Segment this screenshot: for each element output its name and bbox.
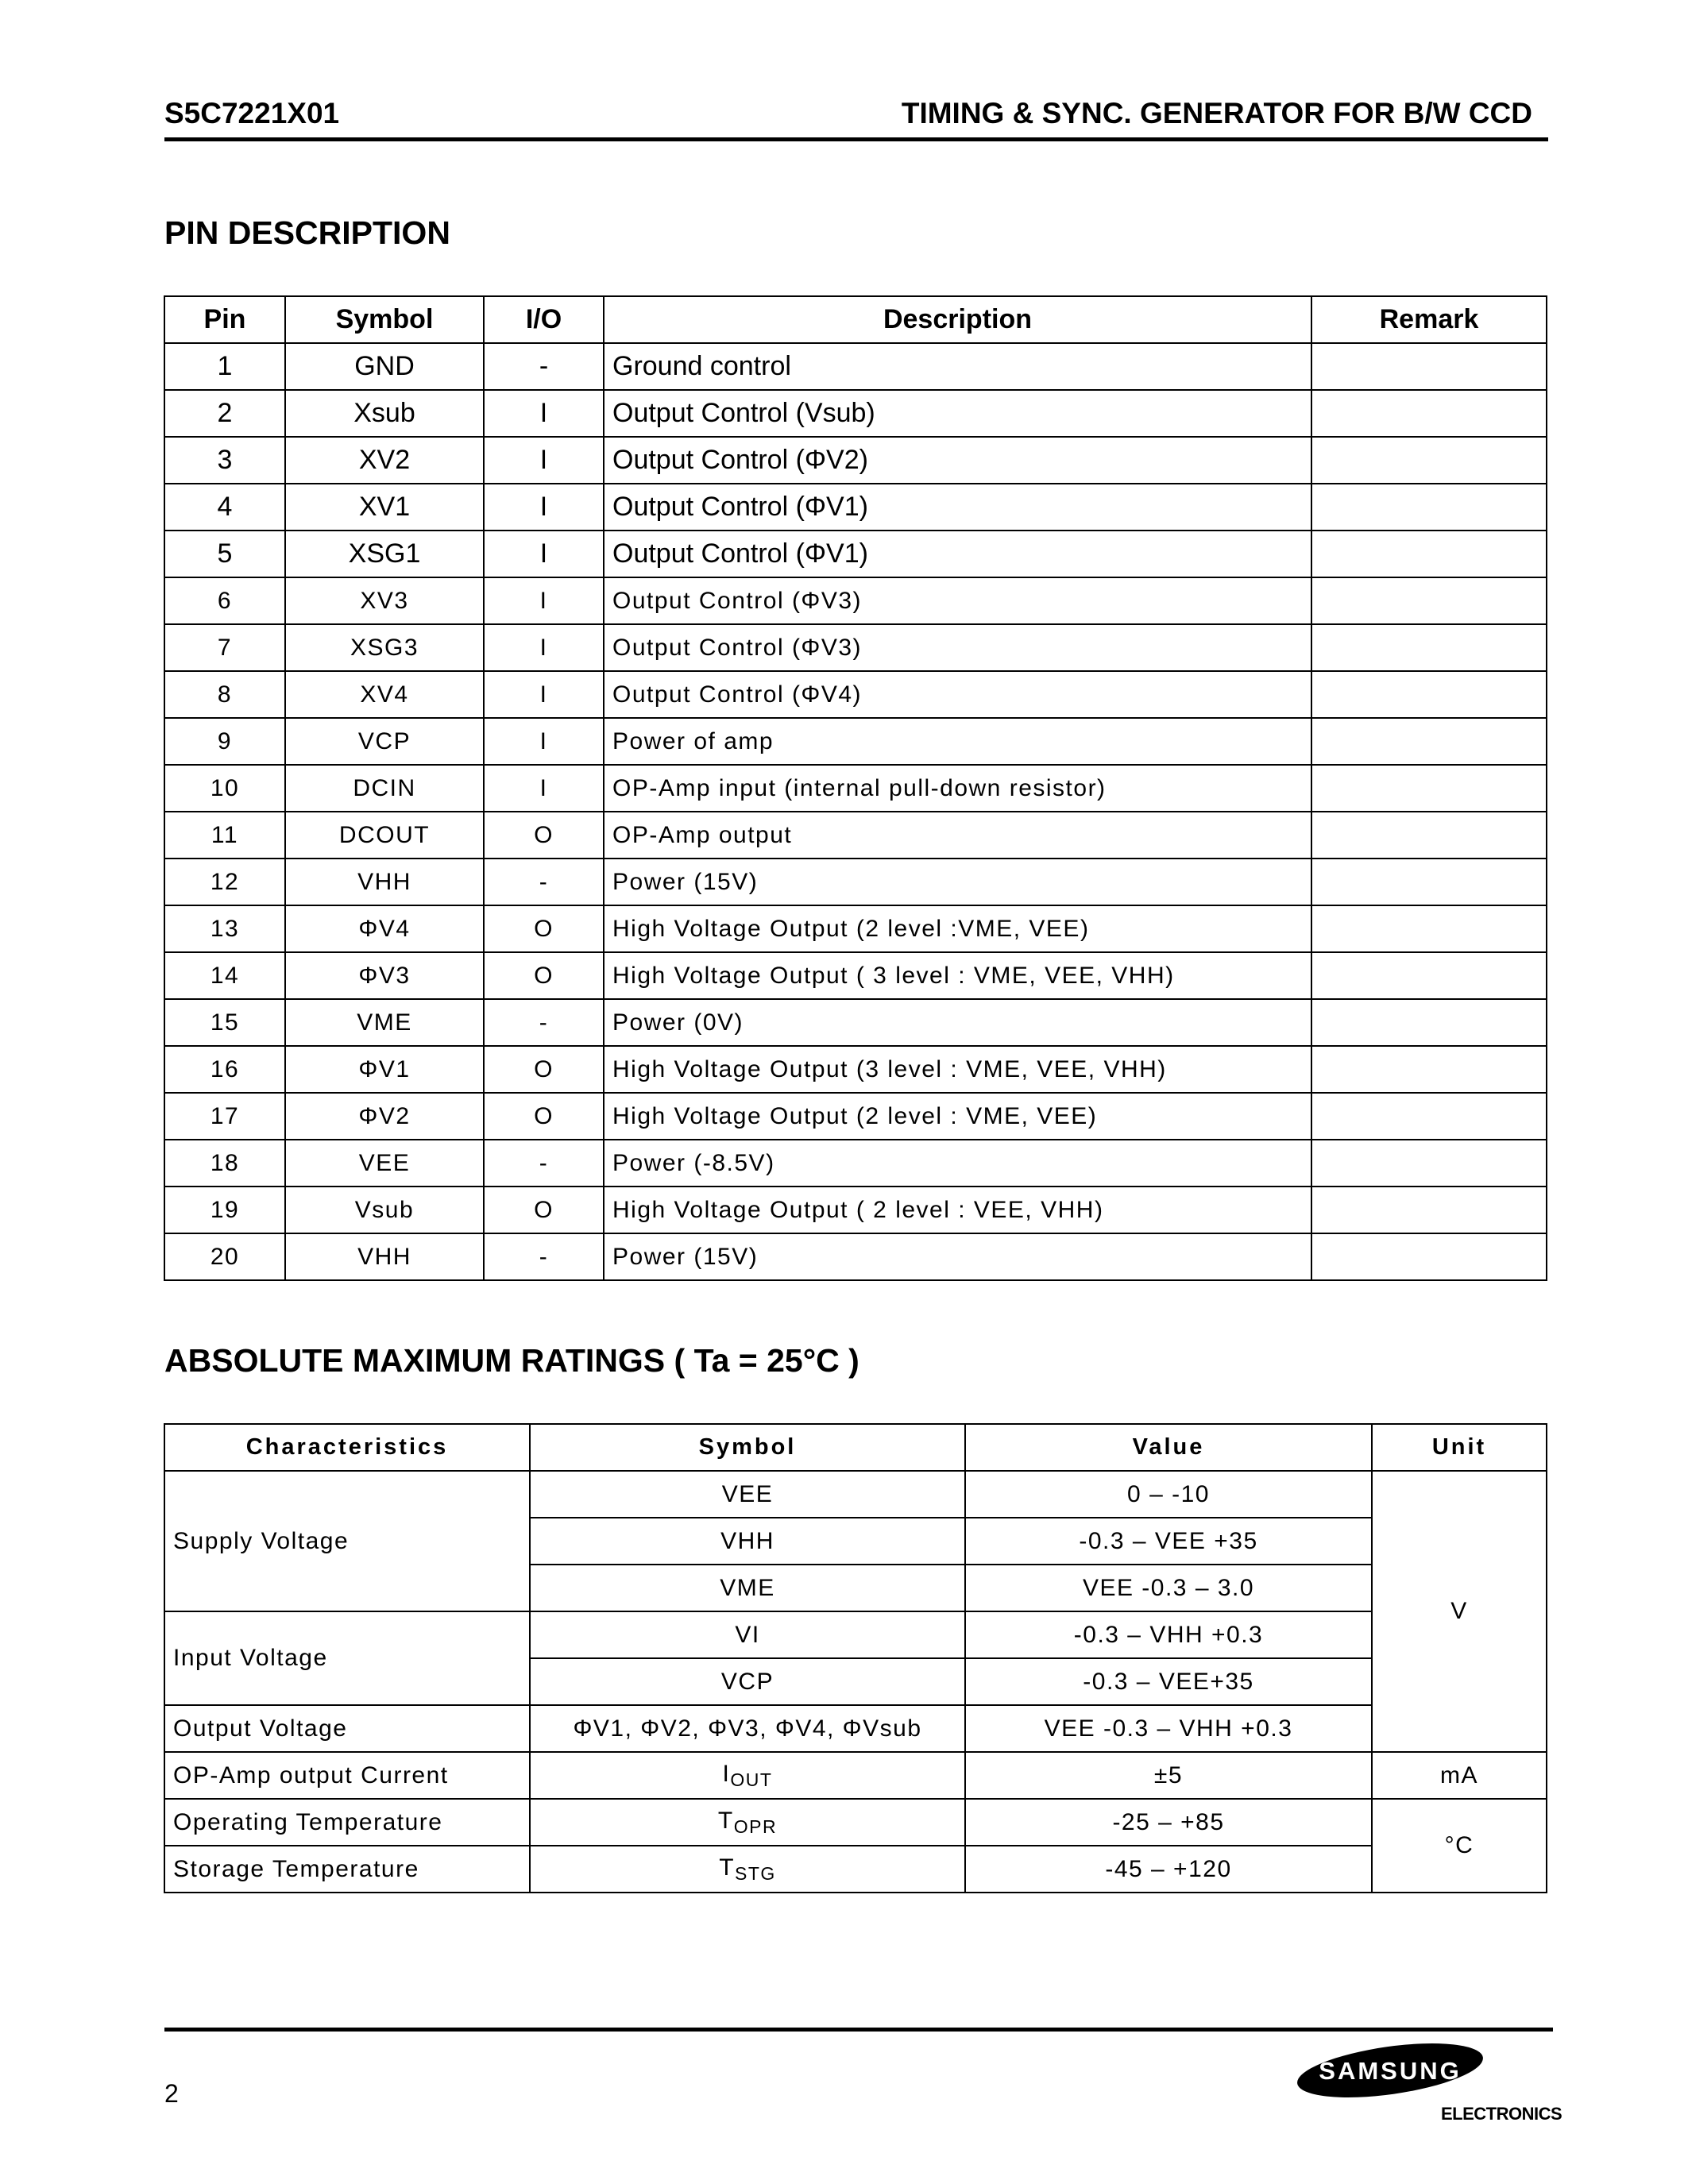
characteristic-cell: Output Voltage (164, 1705, 530, 1752)
io-cell: - (484, 859, 604, 905)
pin-cell: 7 (164, 624, 285, 671)
remark-cell (1311, 1093, 1547, 1140)
io-cell: I (484, 390, 604, 437)
pin-description-table (164, 295, 1547, 1281)
col-header-description: Description (604, 296, 1311, 343)
description-cell: OP-Amp input (internal pull-down resistor) (604, 765, 1311, 812)
remark-cell (1311, 812, 1547, 859)
value-cell: 0 – -10 (965, 1471, 1372, 1518)
col-header-symbol: Symbol (285, 296, 484, 343)
symbol-cell: XSG3 (285, 624, 484, 671)
pin-cell: 13 (164, 905, 285, 952)
remark-cell (1311, 671, 1547, 718)
io-cell: - (484, 999, 604, 1046)
symbol-cell: VHH (285, 859, 484, 905)
io-cell: - (484, 343, 604, 390)
table-row (164, 343, 1547, 390)
symbol-cell: VHH (285, 1233, 484, 1280)
samsung-logo (1291, 2037, 1489, 2101)
remark-cell (1311, 1140, 1547, 1187)
symbol-cell: XV4 (285, 671, 484, 718)
col-header-value: Value (965, 1424, 1372, 1471)
description-cell: Power (-8.5V) (604, 1140, 1311, 1187)
table-row (164, 1471, 1547, 1518)
symbol-cell: ΦV1 (285, 1046, 484, 1093)
pin-cell: 20 (164, 1233, 285, 1280)
characteristic-cell: Input Voltage (164, 1611, 530, 1705)
symbol-subscript: OPR (733, 1815, 778, 1837)
io-cell: O (484, 1046, 604, 1093)
value-cell: ±5 (965, 1752, 1372, 1799)
value-cell: -45 – +120 (965, 1846, 1372, 1893)
description-cell: High Voltage Output (2 level : VME, VEE) (604, 1093, 1311, 1140)
header-rule (164, 137, 1548, 141)
col-header-characteristics: Characteristics (164, 1424, 530, 1471)
table-row (164, 1093, 1547, 1140)
remark-cell (1311, 484, 1547, 531)
value-cell: VEE -0.3 – VHH +0.3 (965, 1705, 1372, 1752)
value-cell: -0.3 – VEE+35 (965, 1658, 1372, 1705)
pin-cell: 1 (164, 343, 285, 390)
remark-cell (1311, 1046, 1547, 1093)
io-cell: I (484, 624, 604, 671)
col-header-symbol: Symbol (530, 1424, 965, 1471)
remark-cell (1311, 390, 1547, 437)
io-cell: I (484, 484, 604, 531)
col-header-io: I/O (484, 296, 604, 343)
characteristic-cell: Storage Temperature (164, 1846, 530, 1893)
symbol-cell: VEE (285, 1140, 484, 1187)
pin-cell: 11 (164, 812, 285, 859)
symbol-subscript: STG (735, 1862, 776, 1884)
col-header-unit: Unit (1372, 1424, 1547, 1471)
remark-cell (1311, 765, 1547, 812)
description-cell: Power (15V) (604, 1233, 1311, 1280)
description-cell: High Voltage Output ( 2 level : VEE, VHH) (604, 1187, 1311, 1233)
page-number: 2 (164, 2079, 179, 2108)
remark-cell (1311, 718, 1547, 765)
table-row (164, 1140, 1547, 1187)
symbol-cell: Xsub (285, 390, 484, 437)
io-cell: O (484, 1093, 604, 1140)
symbol-cell: VME (530, 1565, 965, 1611)
symbol-cell: ΦV4 (285, 905, 484, 952)
pin-cell: 3 (164, 437, 285, 484)
description-cell: Ground control (604, 343, 1311, 390)
io-cell: O (484, 1187, 604, 1233)
table-row (164, 624, 1547, 671)
symbol-cell (530, 1752, 965, 1799)
pin-cell: 15 (164, 999, 285, 1046)
description-cell: Output Control (ΦV4) (604, 671, 1311, 718)
remark-cell (1311, 999, 1547, 1046)
pin-cell: 5 (164, 531, 285, 577)
remark-cell (1311, 577, 1547, 624)
symbol-cell: VEE (530, 1471, 965, 1518)
document-title: TIMING & SYNC. GENERATOR FOR B/W CCD (901, 97, 1532, 129)
table-row (164, 1799, 1547, 1846)
description-cell: High Voltage Output ( 3 level : VME, VEE, VHH) (604, 952, 1311, 999)
symbol-cell (530, 1799, 965, 1846)
pin-cell: 8 (164, 671, 285, 718)
pin-cell: 17 (164, 1093, 285, 1140)
description-cell: Power (15V) (604, 859, 1311, 905)
symbol-main: T (717, 1807, 734, 1834)
description-cell: Output Control (ΦV1) (604, 531, 1311, 577)
description-cell: Output Control (Vsub) (604, 390, 1311, 437)
io-cell: - (484, 1233, 604, 1280)
symbol-cell: XV2 (285, 437, 484, 484)
part-number: S5C7221X01 (164, 97, 340, 129)
pin-cell: 10 (164, 765, 285, 812)
remark-cell (1311, 952, 1547, 999)
symbol-cell: Vsub (285, 1187, 484, 1233)
table-row (164, 484, 1547, 531)
pin-cell: 9 (164, 718, 285, 765)
footer-rule (164, 2028, 1553, 2032)
symbol-cell: VCP (530, 1658, 965, 1705)
pin-cell: 19 (164, 1187, 285, 1233)
symbol-cell: ΦV1, ΦV2, ΦV3, ΦV4, ΦVsub (530, 1705, 965, 1752)
symbol-main: I (722, 1760, 731, 1787)
table-row (164, 1752, 1547, 1799)
absolute-maximum-ratings-title: ABSOLUTE MAXIMUM RATINGS ( Ta = 25°C ) (164, 1342, 859, 1379)
logo-subtext: ELECTRONICS (1441, 2104, 1562, 2124)
table-row (164, 718, 1547, 765)
symbol-cell: XSG1 (285, 531, 484, 577)
unit-cell: mA (1372, 1752, 1547, 1799)
description-cell: Output Control (ΦV1) (604, 484, 1311, 531)
table-row (164, 1233, 1547, 1280)
symbol-cell: XV1 (285, 484, 484, 531)
remark-cell (1311, 859, 1547, 905)
symbol-main: T (719, 1854, 736, 1881)
logo-text: SAMSUNG (1319, 2057, 1462, 2085)
symbol-cell (530, 1846, 965, 1893)
symbol-cell: ΦV2 (285, 1093, 484, 1140)
io-cell: O (484, 812, 604, 859)
pin-cell: 2 (164, 390, 285, 437)
table-row (164, 531, 1547, 577)
pin-cell: 14 (164, 952, 285, 999)
pin-cell: 12 (164, 859, 285, 905)
symbol-cell: GND (285, 343, 484, 390)
symbol-cell: DCOUT (285, 812, 484, 859)
table-row (164, 1611, 1547, 1658)
value-cell: VEE -0.3 – 3.0 (965, 1565, 1372, 1611)
description-cell: Output Control (ΦV3) (604, 577, 1311, 624)
io-cell: O (484, 905, 604, 952)
io-cell: - (484, 1140, 604, 1187)
table-row (164, 999, 1547, 1046)
symbol-cell: VHH (530, 1518, 965, 1565)
symbol-cell: VCP (285, 718, 484, 765)
io-cell: I (484, 718, 604, 765)
pin-table-header (164, 296, 1547, 343)
symbol-cell: VME (285, 999, 484, 1046)
symbol-cell: VI (530, 1611, 965, 1658)
characteristic-cell: OP-Amp output Current (164, 1752, 530, 1799)
table-row (164, 859, 1547, 905)
table-row (164, 671, 1547, 718)
remark-cell (1311, 437, 1547, 484)
table-row (164, 390, 1547, 437)
table-row (164, 1705, 1547, 1752)
io-cell: I (484, 765, 604, 812)
description-cell: High Voltage Output (3 level : VME, VEE, VHH) (604, 1046, 1311, 1093)
ratings-table-header (164, 1424, 1547, 1471)
pin-cell: 6 (164, 577, 285, 624)
symbol-cell: DCIN (285, 765, 484, 812)
table-row (164, 1187, 1547, 1233)
pin-cell: 4 (164, 484, 285, 531)
value-cell: -25 – +85 (965, 1799, 1372, 1846)
table-row (164, 952, 1547, 999)
value-cell: -0.3 – VEE +35 (965, 1518, 1372, 1565)
remark-cell (1311, 1187, 1547, 1233)
value-cell: -0.3 – VHH +0.3 (965, 1611, 1372, 1658)
description-cell: OP-Amp output (604, 812, 1311, 859)
pin-cell: 16 (164, 1046, 285, 1093)
characteristic-cell: Supply Voltage (164, 1471, 530, 1611)
col-header-pin: Pin (164, 296, 285, 343)
pin-cell: 18 (164, 1140, 285, 1187)
table-row (164, 1846, 1547, 1893)
table-row (164, 765, 1547, 812)
absolute-maximum-ratings-table (164, 1423, 1547, 1893)
description-cell: High Voltage Output (2 level :VME, VEE) (604, 905, 1311, 952)
io-cell: I (484, 531, 604, 577)
description-cell: Output Control (ΦV3) (604, 624, 1311, 671)
io-cell: I (484, 671, 604, 718)
remark-cell (1311, 905, 1547, 952)
symbol-subscript: OUT (730, 1769, 773, 1790)
description-cell: Power (0V) (604, 999, 1311, 1046)
characteristic-cell: Operating Temperature (164, 1799, 530, 1846)
unit-cell: V (1372, 1471, 1547, 1752)
symbol-cell: ΦV3 (285, 952, 484, 999)
table-row (164, 1046, 1547, 1093)
description-cell: Output Control (ΦV2) (604, 437, 1311, 484)
col-header-remark: Remark (1311, 296, 1547, 343)
symbol-cell: XV3 (285, 577, 484, 624)
table-row (164, 905, 1547, 952)
table-row (164, 437, 1547, 484)
io-cell: I (484, 437, 604, 484)
description-cell: Power of amp (604, 718, 1311, 765)
pin-description-title: PIN DESCRIPTION (164, 214, 450, 251)
remark-cell (1311, 1233, 1547, 1280)
remark-cell (1311, 343, 1547, 390)
io-cell: I (484, 577, 604, 624)
remark-cell (1311, 531, 1547, 577)
table-row (164, 812, 1547, 859)
unit-cell: °C (1372, 1799, 1547, 1893)
remark-cell (1311, 624, 1547, 671)
table-row (164, 577, 1547, 624)
io-cell: O (484, 952, 604, 999)
